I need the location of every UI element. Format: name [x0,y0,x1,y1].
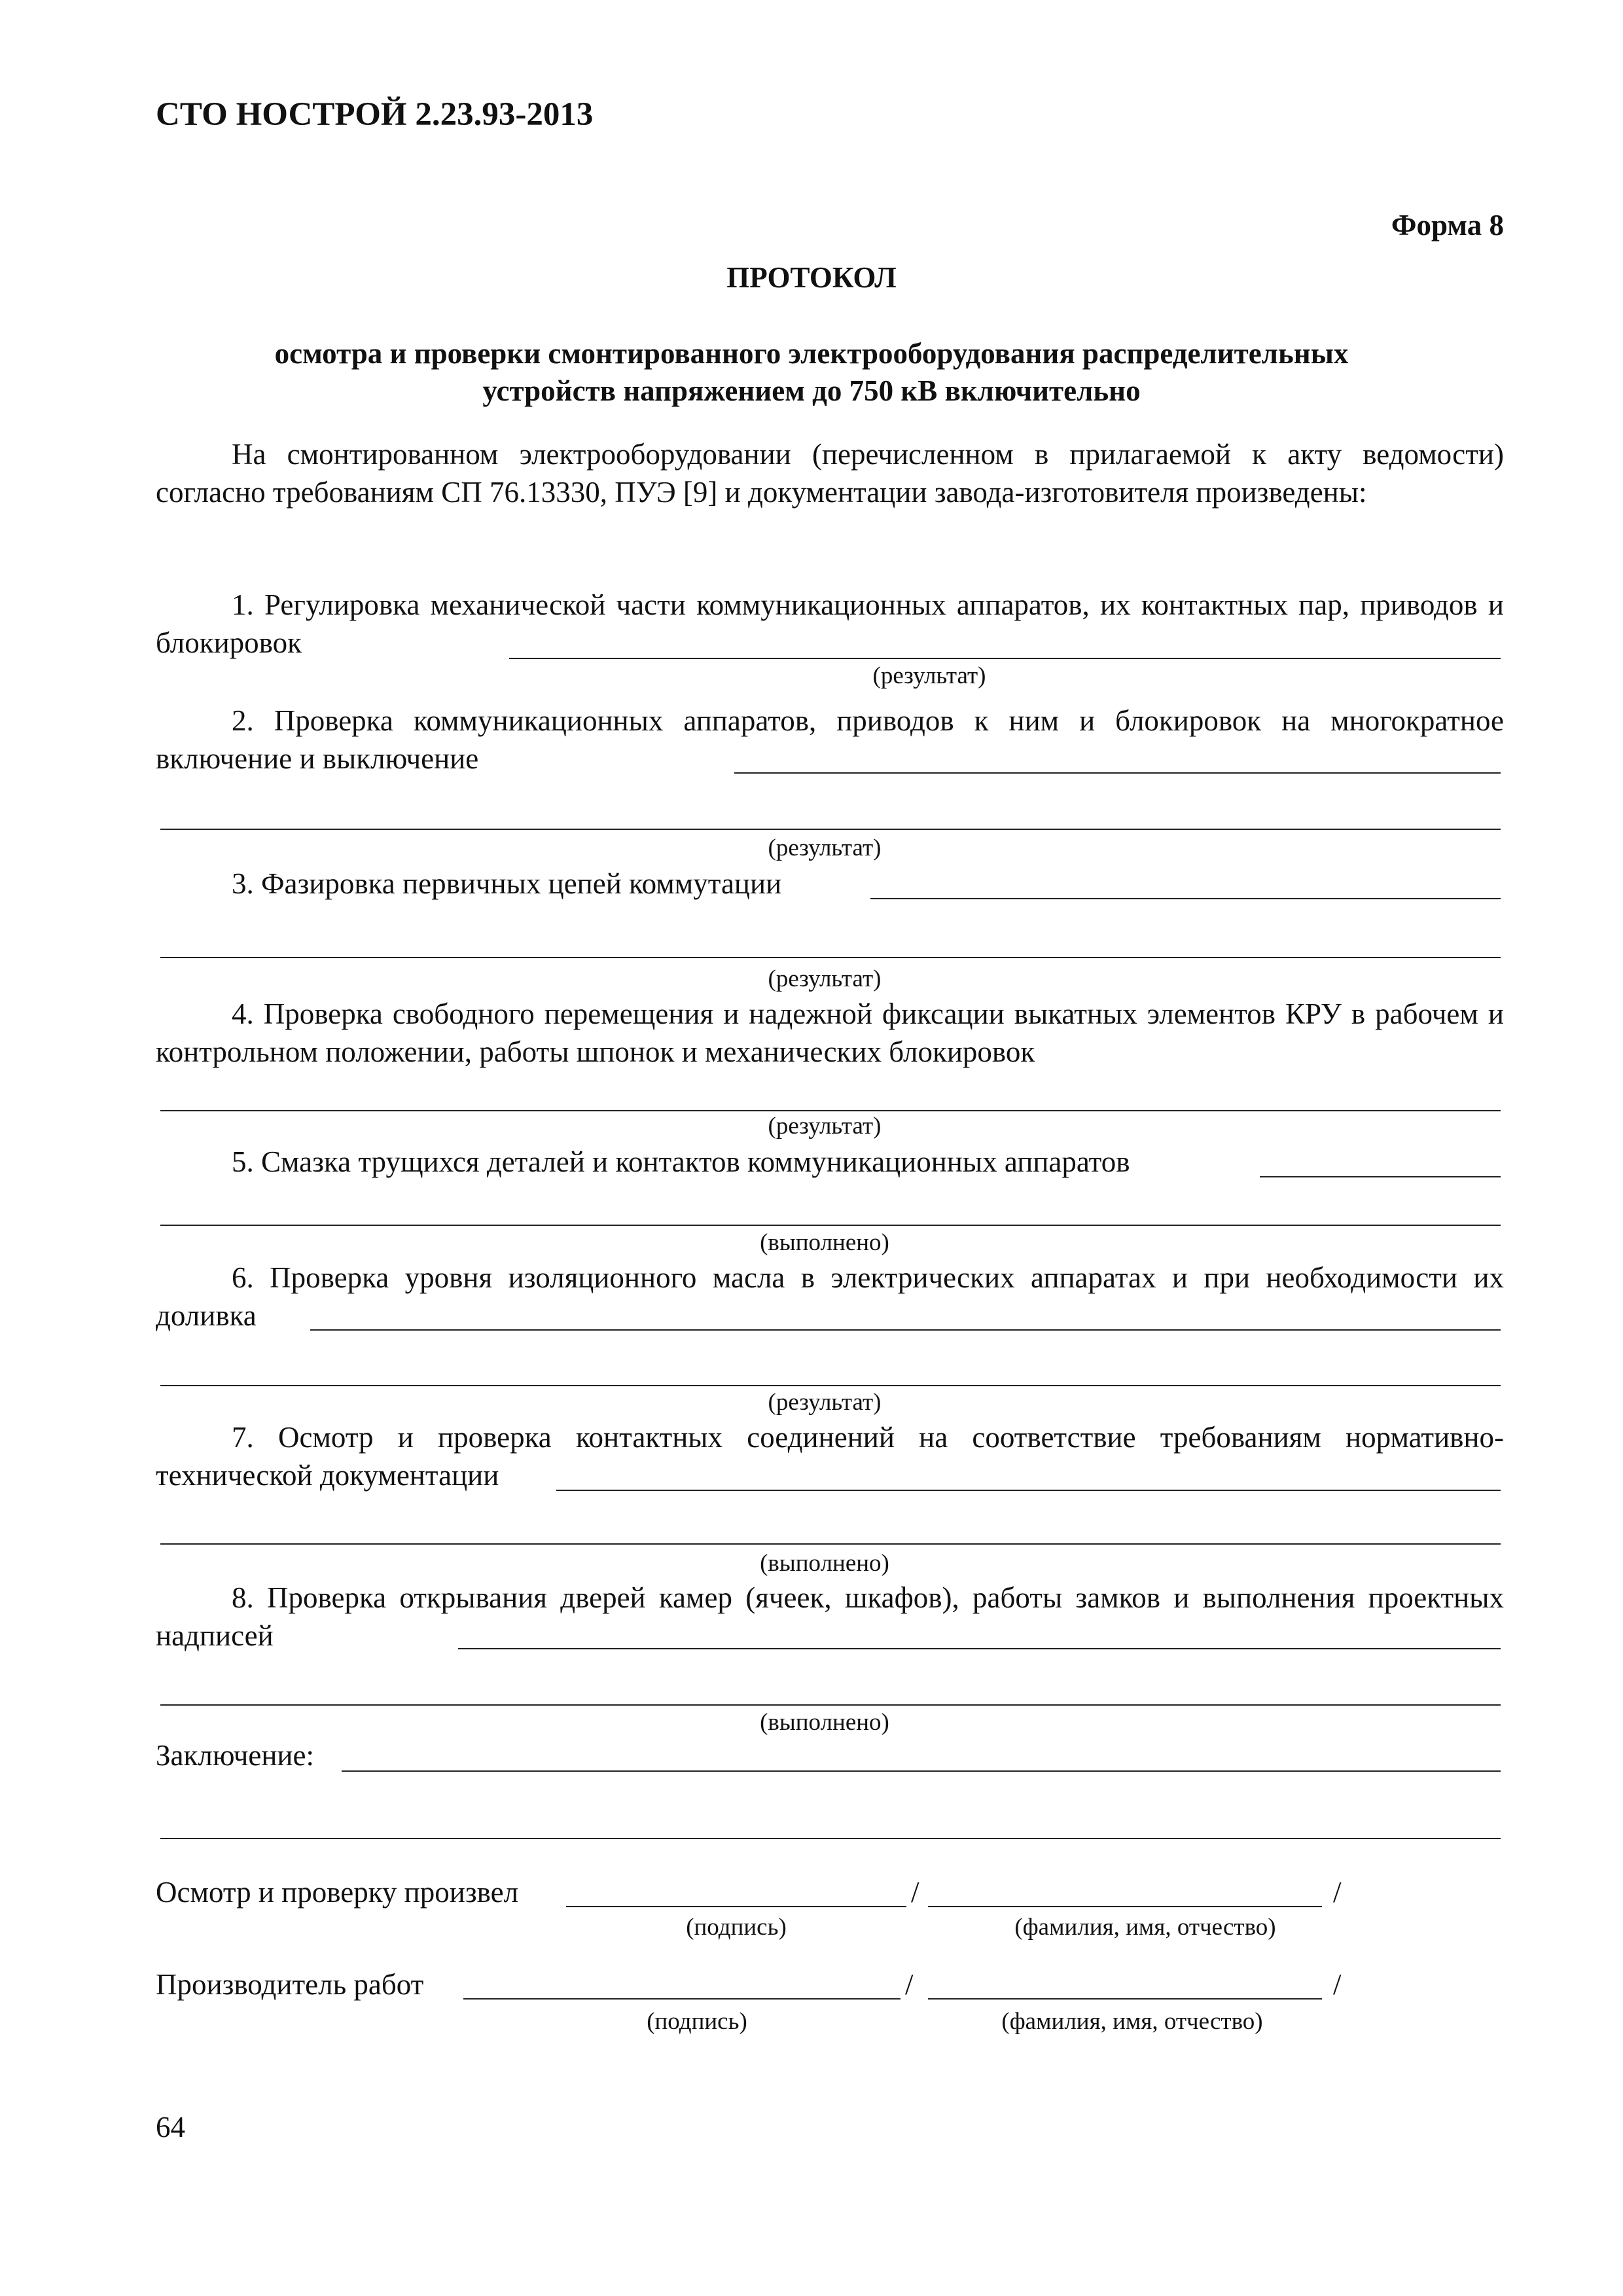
signature-2-slash-1: / [905,1968,914,2001]
signature-1-sign-caption: (подпись) [686,1914,787,1941]
item-8-text: 8. Проверка открывания дверей камер (ячеек, шкафов), работы замков и выполнения проектных надписей [156,1581,1504,1652]
conclusion-line[interactable] [342,1770,1501,1772]
document-title: ПРОТОКОЛ [726,261,897,294]
signature-2-sign-line[interactable] [463,1998,901,2000]
signature-1-name-caption: (фамилия, имя, отчество) [1014,1914,1276,1941]
item-8-caption: (выполнено) [760,1709,889,1736]
item-2-result-line-2[interactable] [160,829,1501,830]
item-2-result-line[interactable] [734,772,1501,774]
item-7-result-line[interactable] [556,1490,1501,1491]
signature-2-slash-2: / [1333,1968,1342,2001]
item-1-result-line[interactable] [509,658,1501,659]
item-4-text: 4. Проверка свободного перемещения и надежной фиксации выкатных элементов КРУ в рабочем и контрольном положении, работы шпонок и механических блокировок [156,997,1504,1068]
item-6-text: 6. Проверка уровня изоляционного масла в электрических аппаратах и при необходимости их доливка [156,1261,1504,1332]
item-2-text: 2. Проверка коммуникационных аппаратов, приводов к ним и блокировок на многократное включение и выключение [156,704,1504,775]
signature-2-name-caption: (фамилия, имя, отчество) [1001,2008,1263,2035]
item-6-caption: (результат) [768,1389,882,1416]
item-4-result-line[interactable] [160,1110,1501,1111]
item-7-result-line-2[interactable] [160,1543,1501,1545]
item-6-result-line[interactable] [310,1329,1501,1331]
subtitle-line-2: устройств напряжением до 750 кВ включительно [482,374,1141,407]
item-3-result-line-2[interactable] [160,957,1501,958]
document-header: СТО НОСТРОЙ 2.23.93-2013 [156,96,594,133]
item-5-result-line-2[interactable] [160,1225,1501,1226]
signature-2-sign-caption: (подпись) [647,2008,747,2035]
item-5-result-line[interactable] [1260,1176,1501,1177]
item-8-result-line-2[interactable] [160,1704,1501,1706]
item-3-text: 3. Фазировка первичных цепей коммутации [232,867,782,900]
conclusion-line-2[interactable] [160,1838,1501,1839]
item-5-text: 5. Смазка трущихся деталей и контактов коммуникационных аппаратов [232,1145,1130,1178]
signature-1-sign-line[interactable] [566,1906,906,1907]
signature-1-slash-2: / [1333,1876,1342,1909]
item-3-result-line[interactable] [870,898,1501,899]
page-number: 64 [156,2111,185,2144]
signature-1-name-line[interactable] [928,1906,1322,1907]
conclusion-label: Заключение: [156,1739,314,1772]
signature-2-label: Производитель работ [156,1968,424,2001]
subtitle-line-1: осмотра и проверки смонтированного электрооборудования распределительных [274,337,1349,370]
document-subtitle [196,335,1427,410]
form-number: Форма 8 [1391,209,1504,242]
item-8-result-line[interactable] [458,1648,1501,1649]
signature-2-name-line[interactable] [928,1998,1322,2000]
item-6-result-line-2[interactable] [160,1385,1501,1386]
item-5-caption: (выполнено) [760,1229,889,1256]
item-1-caption: (результат) [872,662,986,689]
item-7-text: 7. Осмотр и проверка контактных соединений на соответствие требованиям нормативно-технической документации [156,1421,1504,1492]
item-2-caption: (результат) [768,834,882,861]
item-1-text: 1. Регулировка механической части коммуникационных аппаратов, их контактных пар, приводов и блокировок [156,588,1504,659]
item-3-caption: (результат) [768,965,882,992]
item-4-caption: (результат) [768,1113,882,1139]
signature-1-label: Осмотр и проверку произвел [156,1876,519,1909]
intro-paragraph: На смонтированном электрооборудовании (перечисленном в прилагаемой к акту ведомости) согласно требованиям СП 76.13330, ПУЭ [9] и документации завода-изготовителя произведены: [156,438,1504,509]
item-7-caption: (выполнено) [760,1550,889,1577]
signature-1-slash-1: / [911,1876,919,1909]
